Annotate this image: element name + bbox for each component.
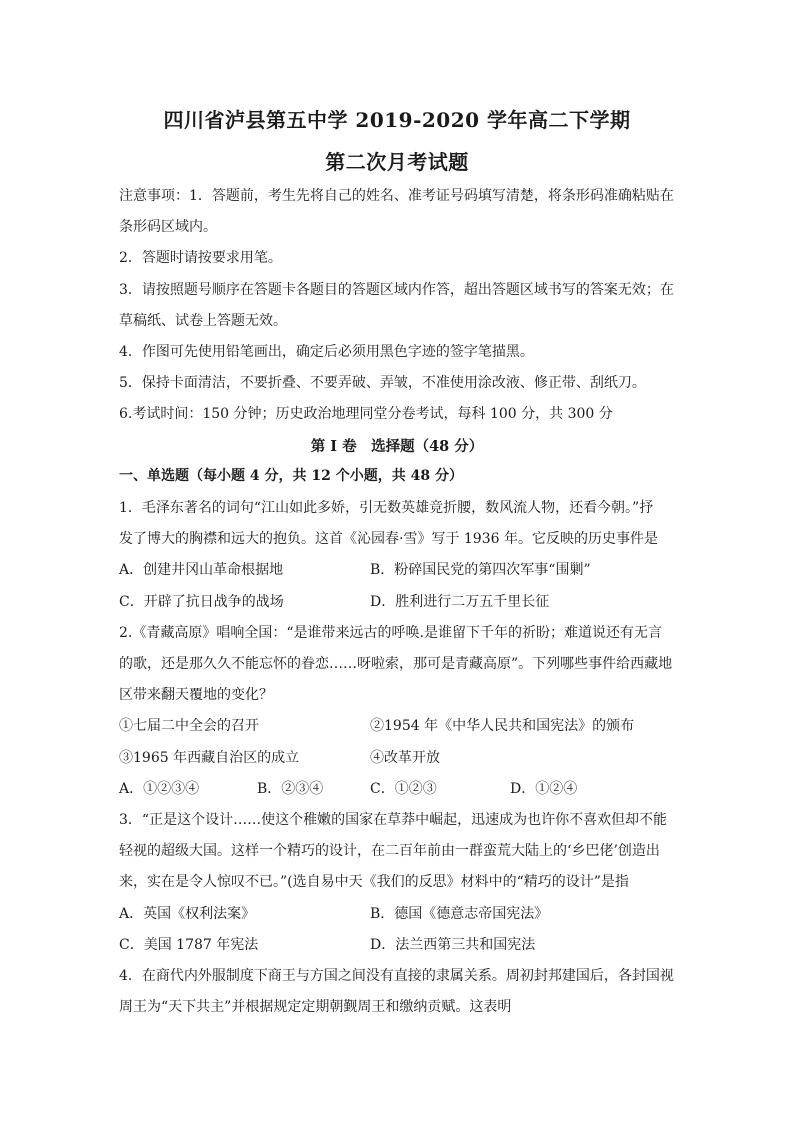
note-line: 2．答题时请按要求用笔。 (119, 250, 282, 266)
q2-item-4: ④改革开放 (370, 750, 440, 766)
note-line: 4．作图可先使用铅笔画出，确定后必须用黑色字迹的签字笔描黑。 (119, 344, 534, 360)
question-3-text: 3．“正是这个设计……使这个稚嫩的国家在草莽中崛起，迅速成为也许你不喜欢但却不能 (119, 812, 668, 828)
question-4-text: 4．在商代内外服制度下商王与方国之间没有直接的隶属关系。周初封邦建国后，各封国视 (119, 968, 674, 984)
q3-option-c: C．美国 1787 年宪法 (119, 937, 259, 953)
exam-title: 四川省泸县第五中学 2019-2020 学年高二下学期 (163, 108, 631, 132)
question-1-text: 发了博大的胸襟和远大的抱负。这首《沁园春·雪》写于 1936 年。它反映的历史事件是 (119, 531, 658, 547)
question-2-text: 2.《青藏高原》唱响全国：“是谁带来远古的呼唤.是谁留下千年的祈盼；难道说还有无言 (119, 625, 662, 641)
q3-option-a: A．英国《权利法案》 (119, 906, 256, 922)
question-1-text: 1．毛泽东著名的词句“江山如此多娇，引无数英雄竞折腰，数风流人物，还看今朝。”抒 (119, 500, 654, 516)
q2-option-d: D．①②④ (510, 781, 578, 797)
q1-option-a: A．创建井冈山革命根据地 (119, 562, 284, 578)
note-line: 注意事项：1．答题前，考生先将自己的姓名、准考证号码填写清楚，将条形码准确粘贴在 (119, 188, 674, 204)
q1-option-b: B．粉碎国民党的第四次军事“围剿” (370, 562, 591, 578)
note-line: 3．请按照题号顺序在答题卡各题目的答题区域内作答，超出答题区域书写的答案无效；在 (119, 282, 674, 298)
q3-option-d: D．法兰西第三共和国宪法 (370, 937, 536, 953)
question-3-text: 来，实在是令人惊叹不已。”(选自易中天《我们的反思》材料中的“精巧的设计”是指 (119, 874, 629, 890)
question-2-text: 的歌，还是那久久不能忘怀的眷恋……呀啦索，那可是青藏高原”。下列哪些事件给西藏地 (119, 656, 673, 672)
q2-option-c: C．①②③ (370, 781, 437, 797)
part-title: 一、单选题（每小题 4 分，共 12 个小题，共 48 分） (119, 468, 463, 484)
section-title: 第 I 卷 选择题（48 分） (310, 438, 484, 455)
note-line: 条形码区域内。 (119, 219, 217, 235)
note-line: 5．保持卡面清洁，不要折叠、不要弄破、弄皱，不准使用涂改液、修正带、刮纸刀。 (119, 375, 646, 391)
question-4-text: 周王为“天下共主”并根据规定定期朝觐周王和缴纳贡赋。这表明 (119, 999, 512, 1015)
q3-option-b: B．德国《德意志帝国宪法》 (370, 906, 549, 922)
q1-option-d: D．胜利进行二万五千里长征 (370, 594, 550, 610)
question-3-text: 轻视的超级大国。这样一个精巧的设计，在二百年前由一群蛮荒大陆上的‘乡巴佬’创造出 (119, 843, 660, 859)
q1-option-c: C．开辟了抗日战争的战场 (119, 594, 284, 610)
q2-option-b: B．②③④ (257, 781, 324, 797)
note-line: 6.考试时间：150 分钟；历史政治地理同堂分卷考试，每科 100 分，共 300 分 (119, 406, 613, 422)
note-line: 草稿纸、试卷上答题无效。 (119, 313, 287, 329)
q2-option-a: A．①②③④ (119, 781, 200, 797)
q2-item-2: ②1954 年《中华人民共和国宪法》的颁布 (370, 718, 635, 734)
question-2-text: 区带来翻天覆地的变化？ (119, 687, 273, 703)
exam-subtitle: 第二次月考试题 (325, 150, 469, 174)
q2-item-3: ③1965 年西藏自治区的成立 (119, 750, 300, 766)
q2-item-1: ①七届二中全会的召开 (119, 718, 259, 734)
